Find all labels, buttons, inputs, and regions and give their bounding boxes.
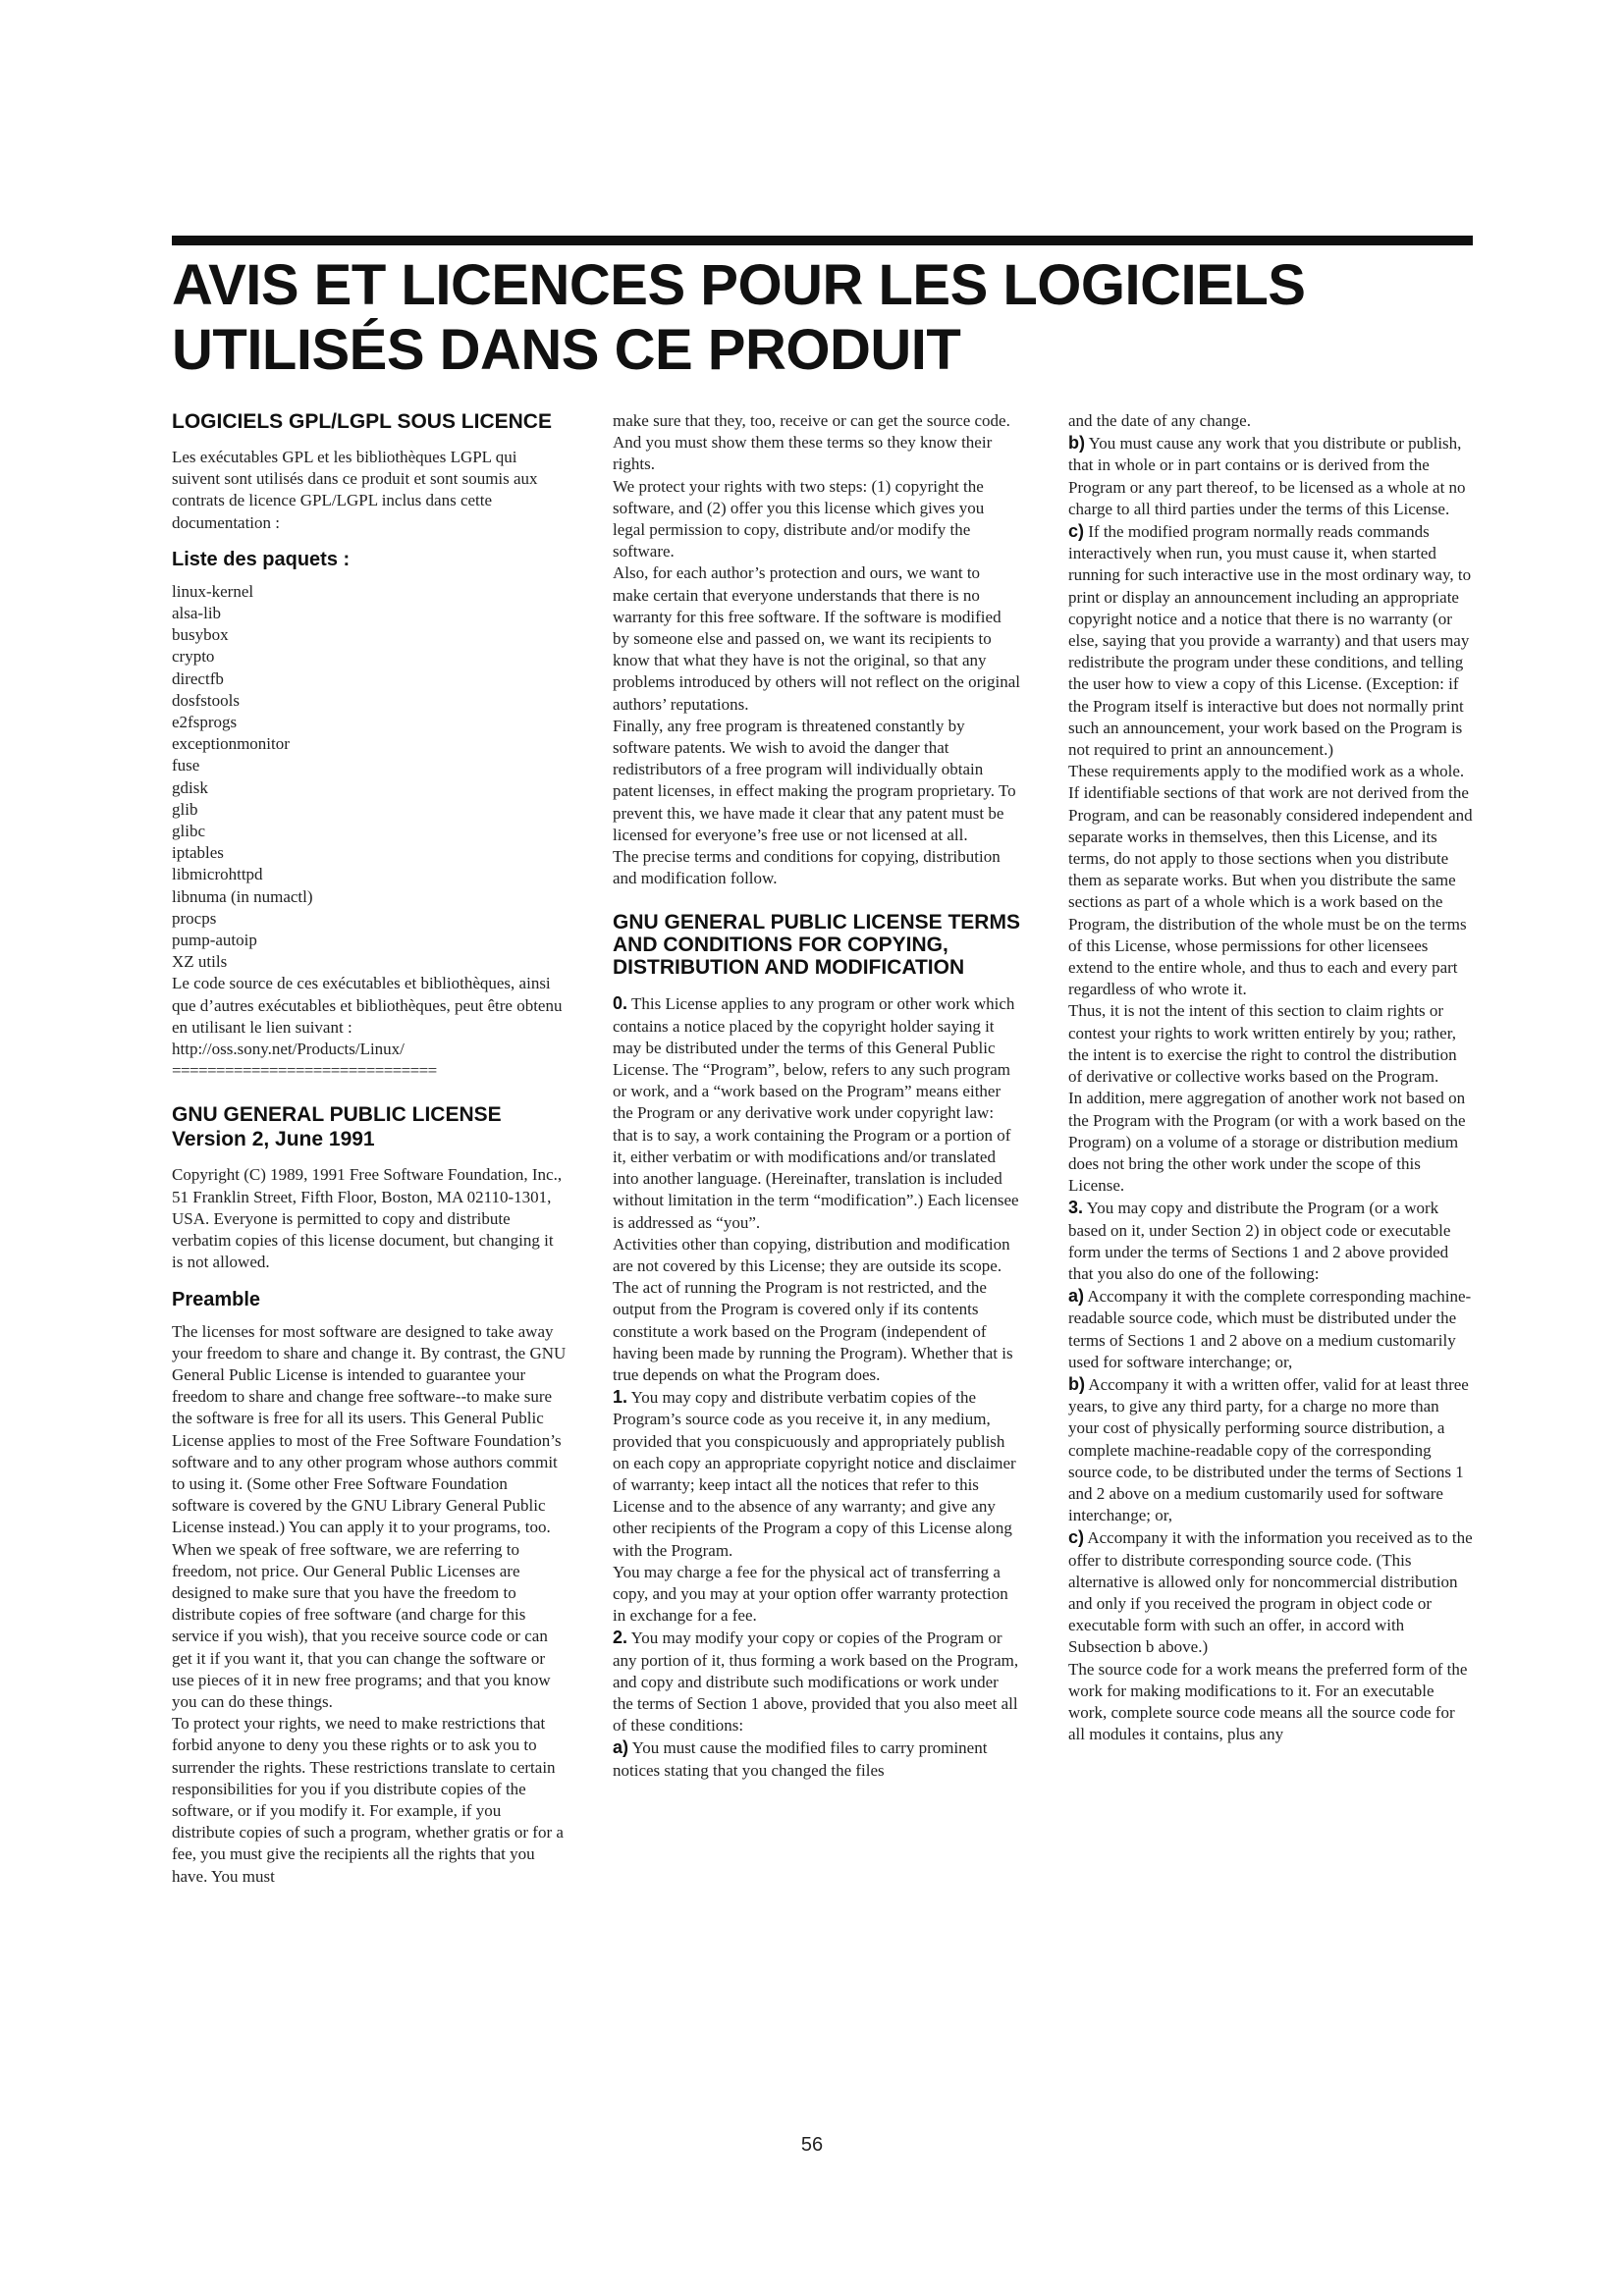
- body-paragraph: and the date of any change.: [1068, 411, 1251, 430]
- preamble-paragraph: The licenses for most software are designed to take away your freedom to share and change it. By contrast, the GNU General Public License is intended to guarantee your freedom to share and change free software--to make sure the software is free for all its users. This General Public License applies to most of the Free Software Foundation’s software and to any other program whose authors commit to using it. (Some other Free Software Foundation software is covered by the GNU Library General Public License instead.) You can apply it to your programs, too.: [172, 1321, 567, 1537]
- package-item: exceptionmonitor: [172, 734, 290, 754]
- package-item: procps: [172, 908, 217, 928]
- clause-text: You must cause any work that you distribute or publish, that in whole or in part contains or is derived from the Program or any part thereof, to be licensed as a whole at no charge to all third parties under the terms of this License.: [1068, 434, 1466, 518]
- column-1: [172, 410, 567, 1888]
- section-3: [1068, 1197, 1473, 1285]
- clause-b: [1068, 432, 1473, 520]
- package-item: e2fsprogs: [172, 713, 238, 732]
- clause-marker: b): [1068, 433, 1085, 454]
- clause-text: Accompany it with the information you received as to the offer to distribute corresponding source code. (This alternative is allowed only for noncommercial distribution and only if you received the program in object code or executable form with such an offer, in accord with Subsection b above.): [1068, 1528, 1473, 1657]
- package-item: alsa-lib: [172, 604, 222, 623]
- package-item: dosfstools: [172, 690, 240, 710]
- section-text: You may copy and distribute verbatim copies of the Program’s source code as you receive it, in any medium, provided that you conspicuously and appropriately publish on each copy an appropriate copyright notice and disclaimer of warranty; keep intact all the notices that refer to this License and to the absence of any warranty; and give any other recipients of the Program a copy of this License along with the Program.: [613, 1388, 1016, 1560]
- clause-b: [1068, 1373, 1473, 1526]
- clause-marker: b): [1068, 1373, 1085, 1394]
- section-1-continued: You may charge a fee for the physical act of transferring a copy, and you may at your option offer warranty protection in exchange for a fee.: [613, 1562, 1008, 1626]
- package-item: glib: [172, 799, 198, 819]
- title-rule: [172, 236, 1473, 245]
- preamble-paragraph: When we speak of free software, we are referring to freedom, not price. Our General Public Licenses are designed to make sure that you have the freedom to distribute copies of free software (and charge for this service if you wish), that you receive source code or can get it if you want it, that you can change the software or use pieces of it in new free programs; and that you know you can do these things.: [172, 1539, 551, 1711]
- clause-marker: a): [1068, 1286, 1085, 1307]
- section-text: You may copy and distribute the Program (or a work based on it, under Section 2) in object code or executable form under the terms of Sections 1 and 2 above provided that you also do one of the following:: [1068, 1199, 1451, 1283]
- page-title: AVIS ET LICENCES POUR LES LOGICIELS UTILISÉS DANS CE PRODUIT: [172, 253, 1306, 382]
- gpl-title-line-2: Version 2, June 1991: [172, 1128, 375, 1151]
- section-number: 1.: [613, 1387, 628, 1408]
- package-item: libnuma (in numactl): [172, 886, 313, 906]
- clause-text: Accompany it with a written offer, valid for at least three years, to give any third party, for a charge no more than your cost of physically performing source distribution, a complete machine-readable copy of the corresponding source code, to be distributed under the terms of Sections 1 and 2 above on a medium customarily used for software interchange; or,: [1068, 1374, 1469, 1525]
- section-0-continued: Activities other than copying, distribution and modification are not covered by this License; they are outside its scope. The act of running the Program is not restricted, and the output from the Program is covered only if its contents constitute a work based on the Program (independent of having been made by running the Program). Whether that is true depends on what the Program does.: [613, 1234, 1013, 1384]
- clause-a: [613, 1736, 1020, 1781]
- package-list: [172, 581, 567, 974]
- section-number: 2.: [613, 1628, 628, 1648]
- column-3: [1068, 410, 1473, 1745]
- package-item: linux-kernel: [172, 581, 254, 601]
- copyright-paragraph: Copyright (C) 1989, 1991 Free Software Foundation, Inc., 51 Franklin Street, Fifth Floor, Boston, MA 02110-1301, USA. Everyone is permitted to copy and distribute verbatim copies of this license document, but changing it is not allowed.: [172, 1165, 563, 1272]
- section-number: 0.: [613, 993, 628, 1014]
- clause-text: If the modified program normally reads commands interactively when run, you must cause it, when started running for such interactive use in the most ordinary way, to print or display an announcement including an appropriate copyright notice and a notice that there is no warranty (or else, saying that you provide a warranty) and that users may redistribute the program under these conditions, and telling the user how to view a copy of this License. (Exception: if the Program itself is interactive but does not normally print such an announcement, your work based on the Program is not required to print an announcement.): [1068, 522, 1472, 760]
- body-paragraph: The precise terms and conditions for copying, distribution and modification follow.: [613, 847, 1001, 888]
- package-item: crypto: [172, 647, 215, 667]
- body-paragraph: In addition, mere aggregation of another work not based on the Program with the Program (or with a work based on the Program) on a volume of a storage or distribution medium does not bring the other work under the scope of this License.: [1068, 1089, 1466, 1196]
- package-item: directfb: [172, 668, 224, 688]
- intro-paragraph: Les exécutables GPL et les bibliothèques LGPL qui suivent sont utilisés dans ce produit et sont soumis aux contrats de licence GPL/LGPL inclus dans cette documentation :: [172, 448, 538, 532]
- page-number: 56: [800, 2134, 824, 2156]
- clause-text: You must cause the modified files to carry prominent notices stating that you changed the files: [613, 1738, 988, 1780]
- package-item: XZ utils: [172, 952, 228, 972]
- clause-a: [1068, 1285, 1473, 1373]
- clause-marker: c): [1068, 521, 1085, 542]
- section-heading-gpl-lgpl: LOGICIELS GPL/LGPL SOUS LICENCE: [172, 410, 552, 433]
- body-paragraph: These requirements apply to the modified work as a whole. If identifiable sections of that work are not derived from the Program, and can be reasonably considered independent and separate works in themselves, then this License, and its terms, do not apply to those sections when you distribute them as separate works. But when you distribute the same sections as part of a whole which is a work based on the Program, the distribution of the whole must be on the terms of this License, whose permissions for other licensees extend to the entire whole, and thus to each and every part regardless of who wrote it.: [1068, 762, 1473, 999]
- gpl-title-line-1: GNU GENERAL PUBLIC LICENSE: [172, 1103, 502, 1127]
- body-paragraph: Thus, it is not the intent of this section to claim rights or contest your rights to work written entirely by you; rather, the intent is to exercise the right to control the distribution of derivative or collective works based on the Program.: [1068, 1001, 1457, 1087]
- body-paragraph: The source code for a work means the preferred form of the work for making modifications to it. For an executable work, complete source code means all the source code for all modules it contains, plus any: [1068, 1659, 1468, 1744]
- source-note: Le code source de ces exécutables et bibliothèques, ainsi que d’autres exécutables et bibliothèques, peut être obtenu en utilisant le lien suivant :: [172, 974, 563, 1037]
- package-item: libmicrohttpd: [172, 865, 263, 884]
- section-number: 3.: [1068, 1198, 1084, 1218]
- column-2: [613, 410, 1020, 1782]
- package-item: fuse: [172, 756, 200, 775]
- section-text: This License applies to any program or other work which contains a notice placed by the copyright holder saying it may be distributed under the terms of this General Public License. The “Program”, below, refers to any such program or work, and a “work based on the Program” means either the Program or any derivative work under copyright law: that is to say, a work containing the Program or a portion of it, either verbatim or with modifications and/or translated into another language. (Hereinafter, translation is included without limitation in the term “modification”.) Each licensee is addressed as “you”.: [613, 994, 1019, 1232]
- section-0: [613, 992, 1020, 1233]
- terms-heading: GNU GENERAL PUBLIC LICENSE TERMS AND CONDITIONS FOR COPYING, DISTRIBUTION AND MODIFICATION: [613, 911, 1020, 980]
- package-item: glibc: [172, 822, 205, 841]
- preamble-paragraph: To protect your rights, we need to make restrictions that forbid anyone to deny you these rights or to ask you to surrender the rights. These restrictions translate to certain responsibilities for you if you distribute copies of the software, or if you modify it. For example, if you distribute copies of such a program, whether gratis or for a fee, you must give the recipients all the rights that you have. You must: [172, 1714, 564, 1886]
- section-2: [613, 1627, 1020, 1736]
- clause-c: [1068, 1526, 1473, 1658]
- clause-text: Accompany it with the complete corresponding machine-readable source code, which must be distributed under the terms of Sections 1 and 2 above on a medium customarily used for software interchange; or,: [1068, 1287, 1472, 1371]
- source-url-link[interactable]: http://oss.sony.net/Products/Linux/: [172, 1040, 405, 1059]
- preamble-heading: Preamble: [172, 1288, 261, 1310]
- clause-marker: c): [1068, 1527, 1085, 1548]
- package-item: iptables: [172, 843, 224, 863]
- section-text: You may modify your copy or copies of the Program or any portion of it, thus forming a work based on the Program, and copy and distribute such modifications or work under the terms of Section 1 above, provided that you also meet all of these conditions:: [613, 1629, 1019, 1735]
- body-paragraph: Also, for each author’s protection and ours, we want to make certain that everyone understands that there is no warranty for this free software. If the software is modified by someone else and passed on, we want its recipients to know that what they have is not the original, so that any problems introduced by others will not reflect on the original authors’ reputations.: [613, 563, 1020, 714]
- package-list-heading: Liste des paquets :: [172, 548, 351, 570]
- clause-marker: a): [613, 1737, 629, 1758]
- package-item: busybox: [172, 625, 229, 645]
- body-paragraph: Finally, any free program is threatened constantly by software patents. We wish to avoid the danger that redistributors of a free program will individually obtain patent licenses, in effect making the program proprietary. To prevent this, we have made it clear that any patent must be licensed for everyone’s free use or not licensed at all.: [613, 716, 1016, 844]
- section-1: [613, 1386, 1020, 1562]
- package-item: pump-autoip: [172, 931, 257, 950]
- separator-line: ==============================: [172, 1061, 437, 1081]
- body-paragraph: We protect your rights with two steps: (1) copyright the software, and (2) offer you this license which gives you legal permission to copy, distribute and/or modify the software.: [613, 476, 985, 561]
- body-paragraph: make sure that they, too, receive or can get the source code. And you must show them these terms so they know their rights.: [613, 411, 1010, 474]
- clause-c: [1068, 520, 1473, 761]
- package-item: gdisk: [172, 777, 208, 797]
